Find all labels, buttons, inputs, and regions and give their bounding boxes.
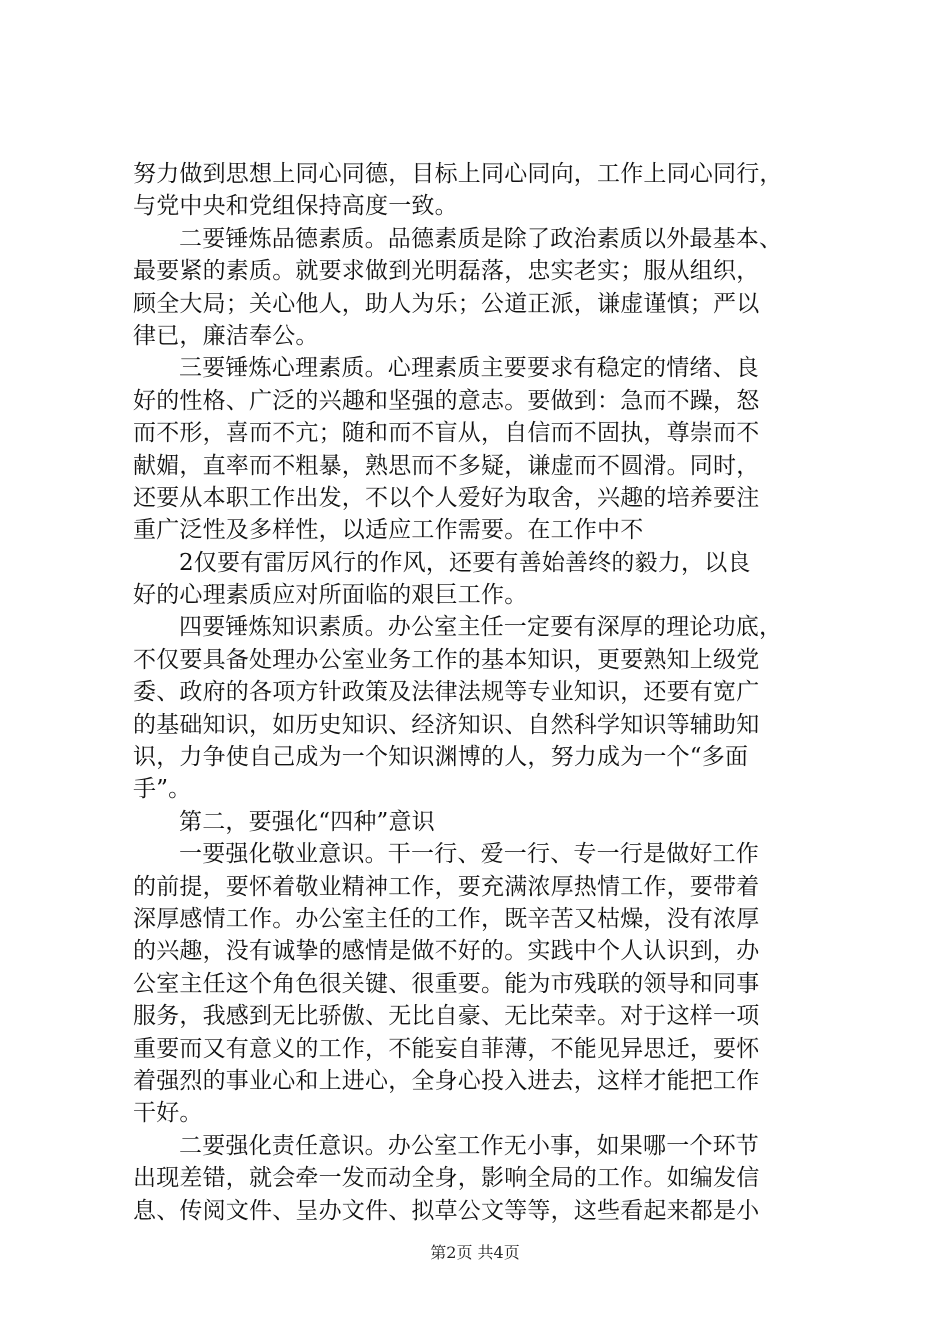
text-line: 的前提，要怀着敬业精神工作，要充满浓厚热情工作，要带着 (133, 873, 760, 900)
text-line: 服务，我感到无比骄傲、无比自豪、无比荣幸。对于这样一项 (133, 1003, 760, 1030)
text-line: 识，力争使自己成为一个知识渊博的人，努力成为一个“多面 (133, 744, 749, 771)
text-line: 出现差错，就会牵一发而动全身，影响全局的工作。如编发信 (133, 1165, 760, 1192)
text-line: 的基础知识，如历史知识、经济知识、自然科学知识等辅助知 (133, 711, 760, 738)
page-footer: 第2页 共4页 (430, 1243, 520, 1262)
text-line: 还要从本职工作出发，不以个人爱好为取舍，兴趣的培养要注 (133, 484, 760, 511)
paragraph-start-line: 四要锤炼知识素质。办公室主任一定要有深厚的理论功底， (179, 614, 783, 641)
text-line: 不仅要具备处理办公室业务工作的基本知识，更要熟知上级党 (133, 646, 760, 673)
text-line: 而不形，喜而不亢；随和而不盲从，自信而不固执，尊崇而不 (133, 420, 760, 447)
text-line: 干好。 (133, 1100, 203, 1127)
text-line: 好的心理素质应对所面临的艰巨工作。 (133, 582, 528, 609)
text-line: 与党中央和党组保持高度一致。 (133, 193, 458, 220)
text-line: 着强烈的事业心和上进心，全身心投入进去，这样才能把工作 (133, 1067, 760, 1094)
text-line: 律已，廉洁奉公。 (133, 322, 319, 349)
text-line: 努力做到思想上同心同德，目标上同心同向，工作上同心同行， (133, 161, 783, 187)
paragraph-start-line: 三要锤炼心理素质。心理素质主要要求有稳定的情绪、良 (179, 355, 759, 382)
text-line: 的兴趣，没有诚挚的感情是做不好的。实践中个人认识到，办 (133, 938, 760, 965)
paragraph-start-line: 二要强化责任意识。办公室工作无小事，如果哪一个环节 (179, 1132, 759, 1159)
text-line: 息、传阅文件、呈办文件、拟草公文等等，这些看起来都是小 (133, 1197, 760, 1224)
text-line: 手”。 (133, 776, 192, 803)
text-line: 重广泛性及多样性，以适应工作需要。在工作中不 (133, 517, 644, 544)
paragraph-start-line: 二要锤炼品德素质。品德素质是除了政治素质以外最基本、 (179, 225, 783, 252)
paragraph-start-line: 2仅要有雷厉风行的作风，还要有善始善终的毅力，以良 (179, 549, 751, 576)
text-line: 好的性格、广泛的兴趣和坚强的意志。要做到：急而不躁，怒 (133, 387, 760, 414)
section-heading: 第二，要强化“四种”意识 (179, 808, 435, 835)
text-line: 献媚，直率而不粗暴，熟思而不多疑，谦虚而不圆滑。同时， (133, 452, 760, 479)
paragraph-start-line: 一要强化敬业意识。干一行、爱一行、专一行是做好工作 (179, 841, 759, 868)
text-line: 重要而又有意义的工作，不能妄自菲薄，不能见异思迁，要怀 (133, 1035, 760, 1062)
text-line: 深厚感情工作。办公室主任的工作，既辛苦又枯燥，没有浓厚 (133, 905, 760, 932)
text-line: 委、政府的各项方针政策及法律法规等专业知识，还要有宽广 (133, 679, 760, 706)
text-line: 最要紧的素质。就要求做到光明磊落，忠实老实；服从组织， (133, 258, 760, 285)
body-text (133, 158, 833, 1227)
text-line: 顾全大局；关心他人，助人为乐；公道正派，谦虚谨慎；严以 (133, 290, 760, 317)
text-line: 公室主任这个角色很关键、很重要。能为市残联的领导和同事 (133, 970, 760, 997)
